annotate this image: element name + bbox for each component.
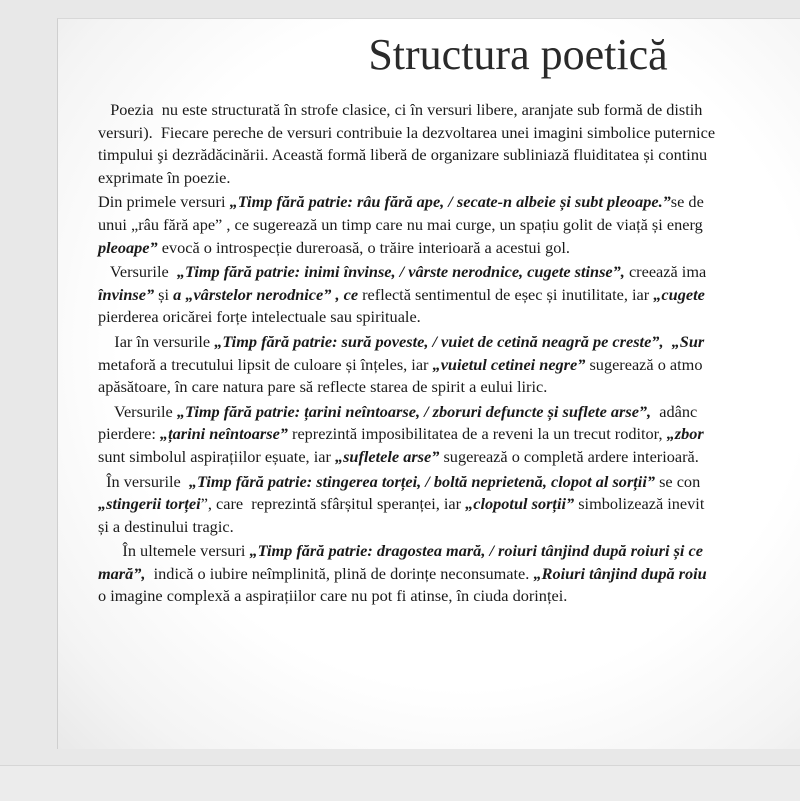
text-run: ”, care reprezintă sfârșitul speranței, iar: [200, 494, 466, 514]
text-run: și a destinului tragic.: [98, 516, 234, 536]
text-run: indică o iubire neîmplinită, plină de dorințe neconsumate.: [145, 563, 534, 583]
paragraph: [98, 261, 800, 329]
text-run: versuri). Fiecare pereche de versuri contribuie la dezvoltarea unei imagini simbolice puternice: [98, 122, 716, 142]
text-run: În ultemele versuri: [98, 541, 250, 561]
text-run: și: [154, 284, 174, 304]
text-run: reflectă sentimentul de eșec și inutilitate, iar: [358, 284, 654, 304]
quoted-verse: „vuietul cetinei negre”: [432, 354, 586, 374]
text-run: sunt simbolul aspirațiilor eșuate, iar: [98, 446, 335, 466]
paragraph: [98, 540, 800, 608]
text-run: se con: [655, 471, 701, 491]
text-run: În versurile: [98, 471, 189, 491]
slide-body: [98, 99, 800, 610]
text-run: metaforă a trecutului lipsit de culoare și înțeles, iar: [98, 354, 433, 374]
quoted-verse: „zbor: [666, 424, 704, 444]
text-run: sugerează o atmo: [585, 354, 703, 374]
text-run: se de: [670, 192, 704, 212]
text-run: adânc: [651, 401, 698, 421]
text-run: timpului şi dezrădăcinării. Această formă liberă de organizare subliniază fluiditatea și continu: [98, 145, 708, 165]
quoted-verse: „Timp fără patrie: stingerea torței, / boltă neprietenă, clopot al sorții”: [188, 471, 655, 491]
quoted-verse: „țarini neîntoarse”: [159, 424, 288, 444]
text-run: evocă o introspecție dureroasă, o trăire interioară a acestui gol.: [157, 237, 570, 257]
text-run: exprimate în poezie.: [98, 167, 231, 187]
status-bar: [0, 765, 800, 801]
text-run: Poezia nu este structurată în strofe clasice, ci în versuri libere, aranjate sub formă de distih: [98, 100, 703, 119]
paragraph: [98, 471, 800, 539]
text-run: Versurile: [98, 401, 177, 421]
quoted-verse: „cugete: [653, 284, 705, 304]
text-run: reprezintă imposibilitatea de a reveni la un trecut roditor,: [287, 424, 667, 444]
text-run: simbolizează inevit: [574, 494, 705, 514]
paragraph: [98, 331, 800, 399]
quoted-verse: „Timp fără patrie: râu fără ape, / secate-n albeie și subt pleoape.”: [229, 192, 671, 212]
quoted-verse: învinse”: [98, 284, 155, 304]
paragraph: [98, 401, 800, 469]
text-run: sugerează o completă ardere interioară.: [439, 446, 699, 466]
quoted-verse: „clopotul sorții”: [465, 494, 575, 514]
text-run: pierdere:: [98, 424, 160, 444]
quoted-verse: „sufletele arse”: [334, 446, 440, 466]
text-run: creează ima: [624, 262, 707, 282]
text-run: pierderea oricărei forțe intelectuale sau spirituale.: [98, 307, 421, 327]
text-run: o imagine complexă a aspirațiilor care nu pot fi atinse, în ciuda dorinței.: [98, 586, 568, 606]
slide-title: Structura poetică: [368, 30, 668, 79]
quoted-verse: mară”,: [98, 563, 146, 583]
text-run: apăsătoare, în care natura pare să reflecte starea de spirit a eului liric.: [98, 377, 548, 397]
text-run: Versurile: [98, 262, 177, 282]
quoted-verse: „Timp fără patrie: inimi învinse, / vârste nerodnice, cugete stinse”,: [176, 262, 625, 282]
paragraph: [98, 99, 800, 189]
quoted-verse: „stingerii torței: [98, 494, 201, 514]
text-run: Iar în versurile: [98, 331, 215, 351]
text-run: unui „râu fără ape” , ce sugerează un timp care nu mai curge, un spațiu golit de viață și energ: [98, 214, 703, 234]
quoted-verse: „Timp fără patrie: țarini neîntoarse, / zboruri defuncte și suflete arse”,: [176, 401, 652, 421]
quoted-verse: „Timp fără patrie: sură poveste, / vuiet de cetină neagră pe creste”, „Sur: [214, 331, 705, 351]
text-run: Din primele versuri: [98, 192, 230, 212]
quoted-verse: „Timp fără patrie: dragostea mară, / roiuri tânjind după roiuri și ce: [249, 541, 703, 561]
quoted-verse: „Roiuri tânjind după roiu: [533, 563, 707, 583]
quoted-verse: pleoape”: [98, 237, 158, 257]
paragraph: [98, 191, 800, 259]
slide-canvas: [57, 18, 800, 749]
quoted-verse: a „vârstelor nerodnice” , ce: [173, 284, 359, 304]
